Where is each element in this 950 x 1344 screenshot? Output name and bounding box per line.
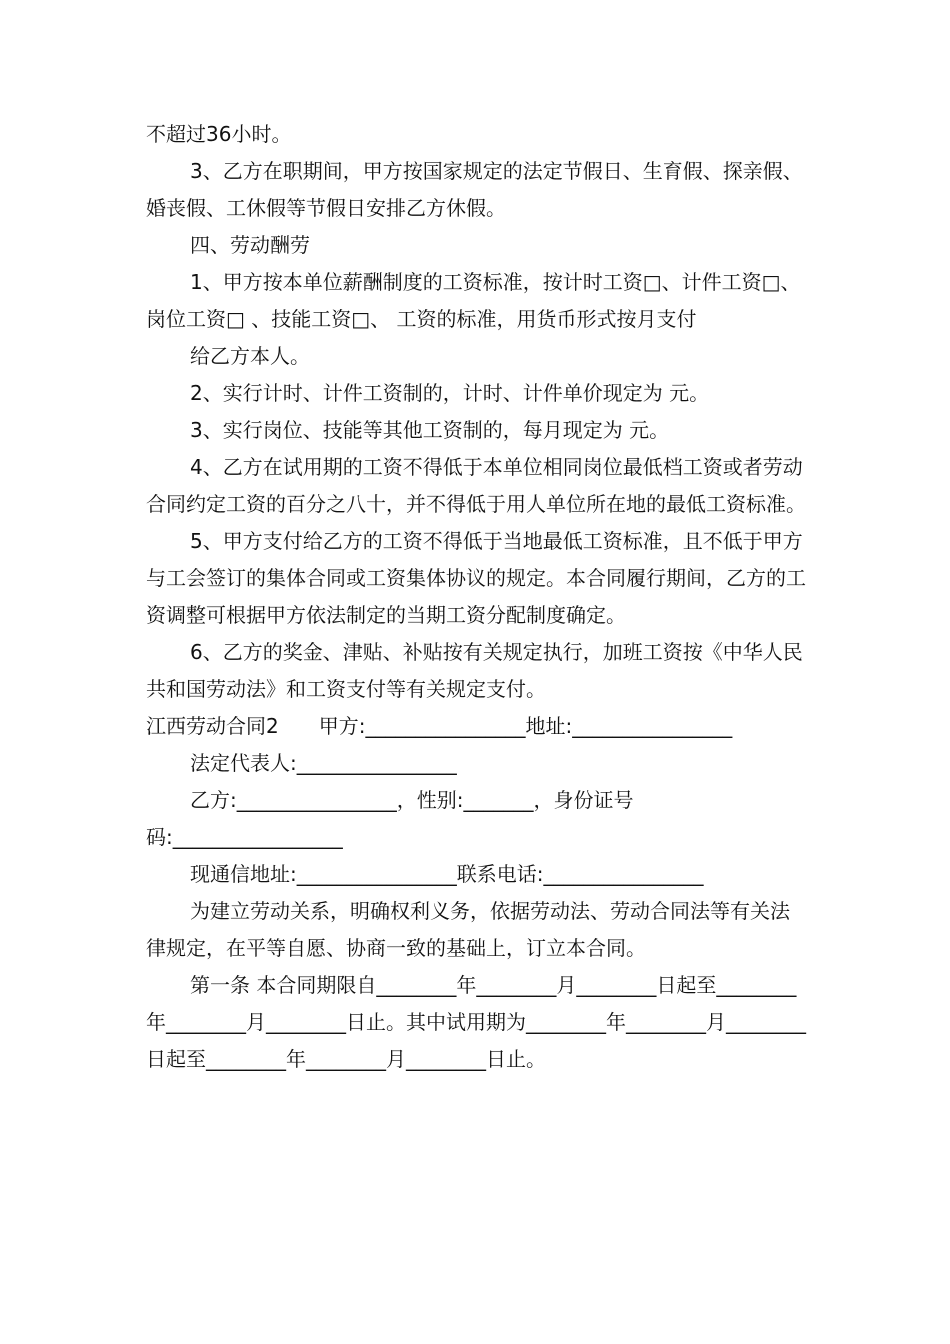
paragraph-7: 3、实行岗位、技能等其他工资制的，每月现定为 元。	[190, 418, 670, 442]
paragraph-9: 5、甲方支付给乙方的工资不得低于当地最低工资标准，且不低于甲方与工会签订的集体合同或工资集体协议的规定。本合同履行期间，乙方的工资调整可根据甲方依法制定的当期工资分配制度确定。	[146, 529, 806, 627]
paragraph-10: 6、乙方的奖金、津贴、补贴按有关规定执行，加班工资按《中华人民共和国劳动法》和工资支付等有关规定支付。	[146, 640, 803, 701]
article-1-paragraph: 第一条 本合同期限自________年________月________日起至________年________月________日止。其中试用期为________年________月________日起至________年________月________日止。	[146, 973, 806, 1071]
section-heading-remuneration: 四、劳动酬劳	[190, 233, 310, 257]
paragraph-2: 3、乙方在职期间，甲方按国家规定的法定节假日、生育假、探亲假、婚丧假、工休假等节假日安排乙方休假。	[146, 159, 803, 220]
legal-representative-line: 法定代表人:________________	[190, 751, 457, 775]
document-body	[146, 116, 806, 1078]
preamble-paragraph: 为建立劳动关系，明确权利义务，依据劳动法、劳动合同法等有关法律规定，在平等自愿、协商一致的基础上，订立本合同。	[146, 899, 790, 960]
address-phone-line: 现通信地址:________________联系电话:________________	[190, 862, 704, 886]
paragraph-4: 1、甲方按本单位薪酬制度的工资标准，按计时工资□、计件工资□、岗位工资□ 、技能工资□、 工资的标准，用货币形式按月支付	[146, 270, 801, 331]
paragraph-8: 4、乙方在试用期的工资不得低于本单位相同岗位最低档工资或者劳动合同约定工资的百分之八十，并不得低于用人单位所在地的最低工资标准。	[146, 455, 806, 516]
paragraph-6: 2、实行计时、计件工资制的，计时、计件单价现定为 元。	[190, 381, 710, 405]
paragraph-1: 不超过36小时。	[146, 122, 292, 146]
contract-2-header-line: 江西劳动合同2 甲方:________________地址:________________	[146, 714, 733, 738]
party-b-line: 乙方:________________，性别:_______，身份证号码:_________________	[146, 788, 634, 849]
paragraph-5: 给乙方本人。	[190, 344, 310, 368]
